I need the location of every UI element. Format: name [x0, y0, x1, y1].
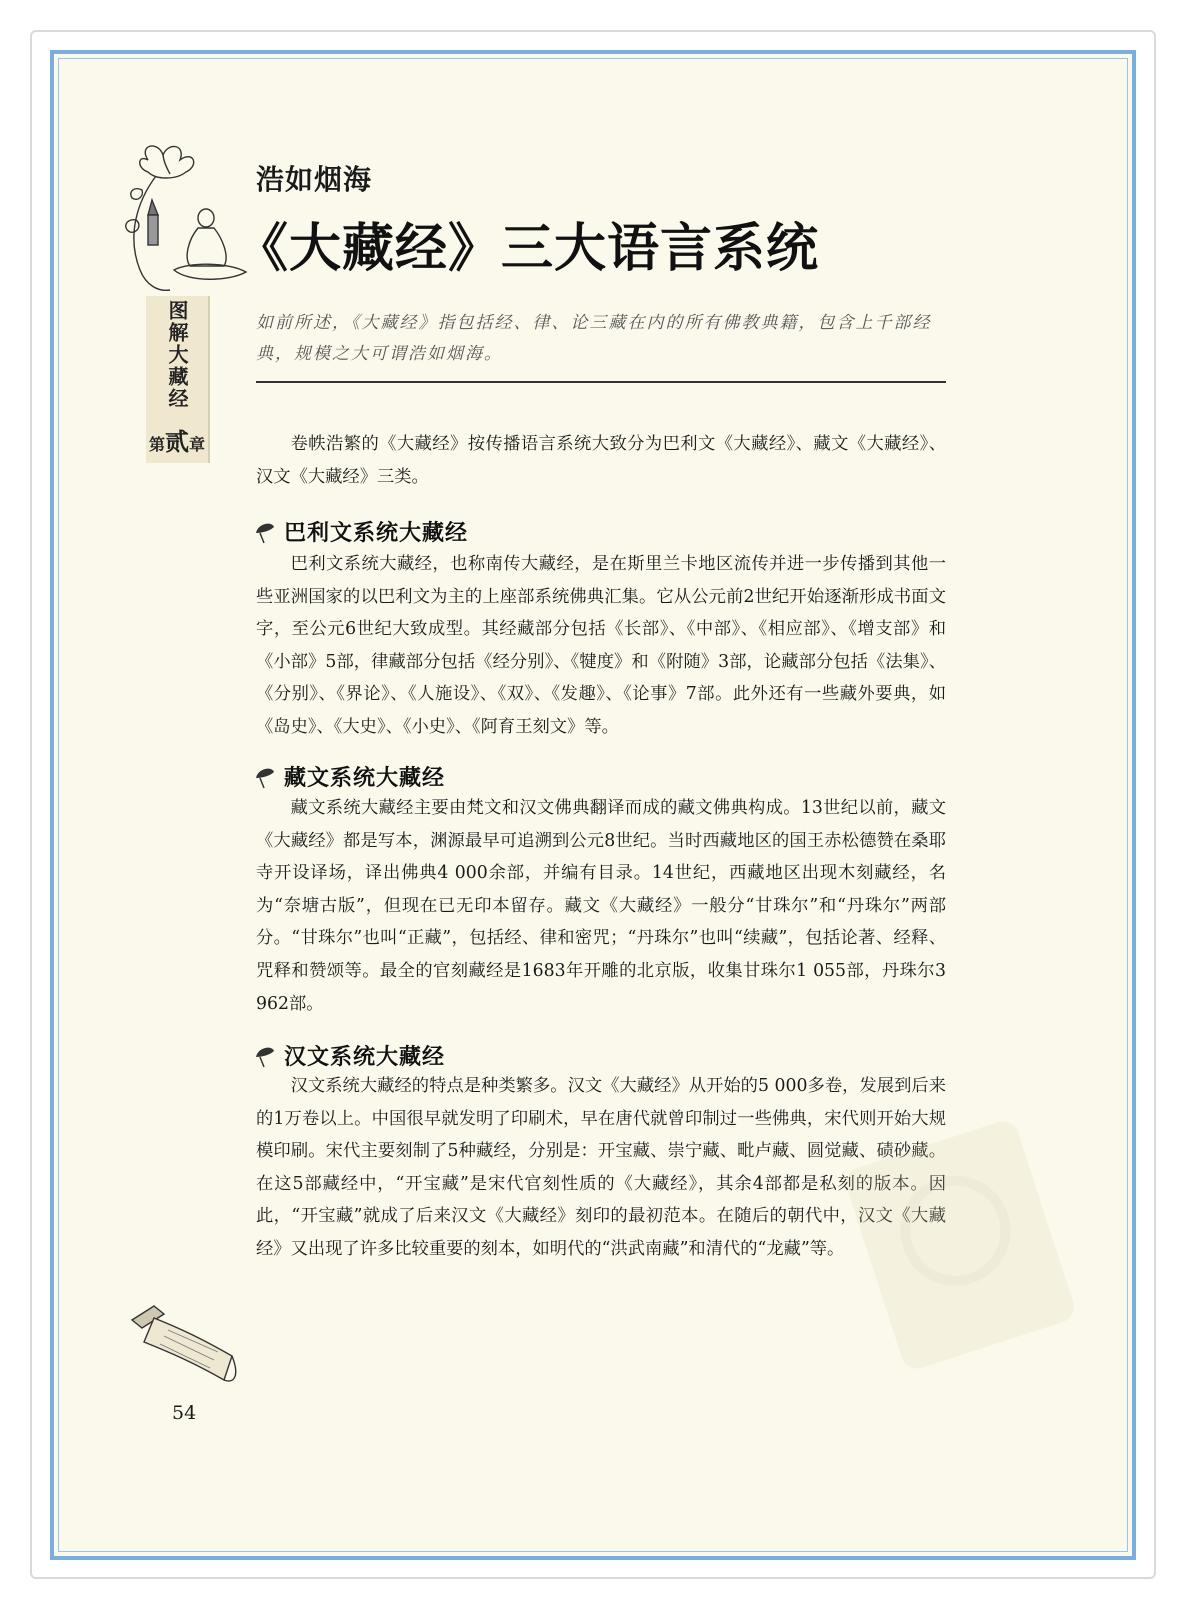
leaf-bullet-icon — [252, 1043, 278, 1069]
chapter-side-tab — [146, 296, 210, 463]
intro-summary: 如前所述，《大藏经》指包括经、律、论三藏在内的所有佛教典籍，包含上千部经典，规模之大可谓浩如烟海。 — [256, 313, 932, 364]
page-title: 《大藏经》三大语言系统 — [236, 218, 820, 279]
chapter-number: 贰 — [165, 428, 189, 456]
leaf-bullet-icon — [252, 519, 278, 545]
section-title: 藏文系统大藏经 — [284, 766, 446, 791]
lotus-figure-icon — [118, 140, 248, 300]
section-title: 汉文系统大藏经 — [284, 1045, 446, 1070]
section-body-pali: 巴利文系统大藏经，也称南传大藏经，是在斯里兰卡地区流传并进一步传播到其他一些亚洲国家的以巴利文为主的上座部系统佛典汇集。它从公元前2世纪开始逐渐形成书面文字，至公元6世纪大致成型。其经藏部分包括《长部》、《中部》、《相应部》、《增支部》和《小部》5部，律藏部分包括《经分别》、《犍度》和《附随》3部，论藏部分包括《法集》、《分别》、《界论》、《人施设》、《双》、《发趣》、《论事》7部。此外还有一些藏外要典，如《岛史》、《大史》、《小史》、《阿育王刻文》等。 — [256, 554, 946, 737]
lead-paragraph: 卷帙浩繁的《大藏经》按传播语言系统大致分为巴利文《大藏经》、藏文《大藏经》、汉文《大藏经》三类。 — [256, 434, 946, 487]
page-number: 54 — [172, 1402, 197, 1424]
section-heading-pali — [252, 516, 468, 547]
chapter-prefix: 第 — [148, 435, 165, 454]
section-subtitle: 浩如烟海 — [256, 163, 373, 196]
section-title: 巴利文系统大藏经 — [284, 521, 469, 546]
section-heading-chinese — [252, 1040, 445, 1071]
scroll-icon — [124, 1300, 242, 1386]
leaf-bullet-icon — [252, 764, 278, 790]
chapter-suffix: 章 — [189, 435, 206, 454]
book-title-vertical: 图解大藏经 — [165, 300, 189, 410]
chapter-label — [149, 422, 205, 457]
title-divider — [256, 381, 946, 383]
section-body-tibetan: 藏文系统大藏经主要由梵文和汉文佛典翻译而成的藏文佛典构成。13世纪以前，藏文《大藏经》都是写本，渊源最早可追溯到公元8世纪。当时西藏地区的国王赤松德赞在桑耶寺开设译场，译出佛典4 000余部，并编有目录。14世纪，西藏地区出现木刻藏经，名为“奈塘古版”，但现在已无印本留存。藏文《大藏经》一般分“甘珠尔”和“丹珠尔”两部分。“甘珠尔”也叫“正藏”，包括经、律和密咒；“丹珠尔”也叫“续藏”，包括论著、经释、咒释和赞颂等。最全的官刻藏经是1683年开雕的北京版，收集甘珠尔1 055部，丹珠尔3 962部。 — [256, 798, 946, 1014]
section-heading-tibetan — [252, 761, 445, 792]
section-body-chinese: 汉文系统大藏经的特点是种类繁多。汉文《大藏经》从开始的5 000多卷，发展到后来的1万卷以上。中国很早就发明了印刷术，早在唐代就曾印制过一些佛典，宋代则开始大规模印刷。宋代主要刻制了5种藏经，分别是：开宝藏、崇宁藏、毗卢藏、圆觉藏、碛砂藏。在这5部藏经中，“开宝藏”是宋代官刻性质的《大藏经》，其余4部都是私刻的版本。因此，“开宝藏”就成了后来汉文《大藏经》刻印的最初范本。在随后的朝代中，汉文《大藏经》又出现了许多比较重要的刻本，如明代的“洪武南藏”和清代的“龙藏”等。 — [256, 1076, 946, 1259]
